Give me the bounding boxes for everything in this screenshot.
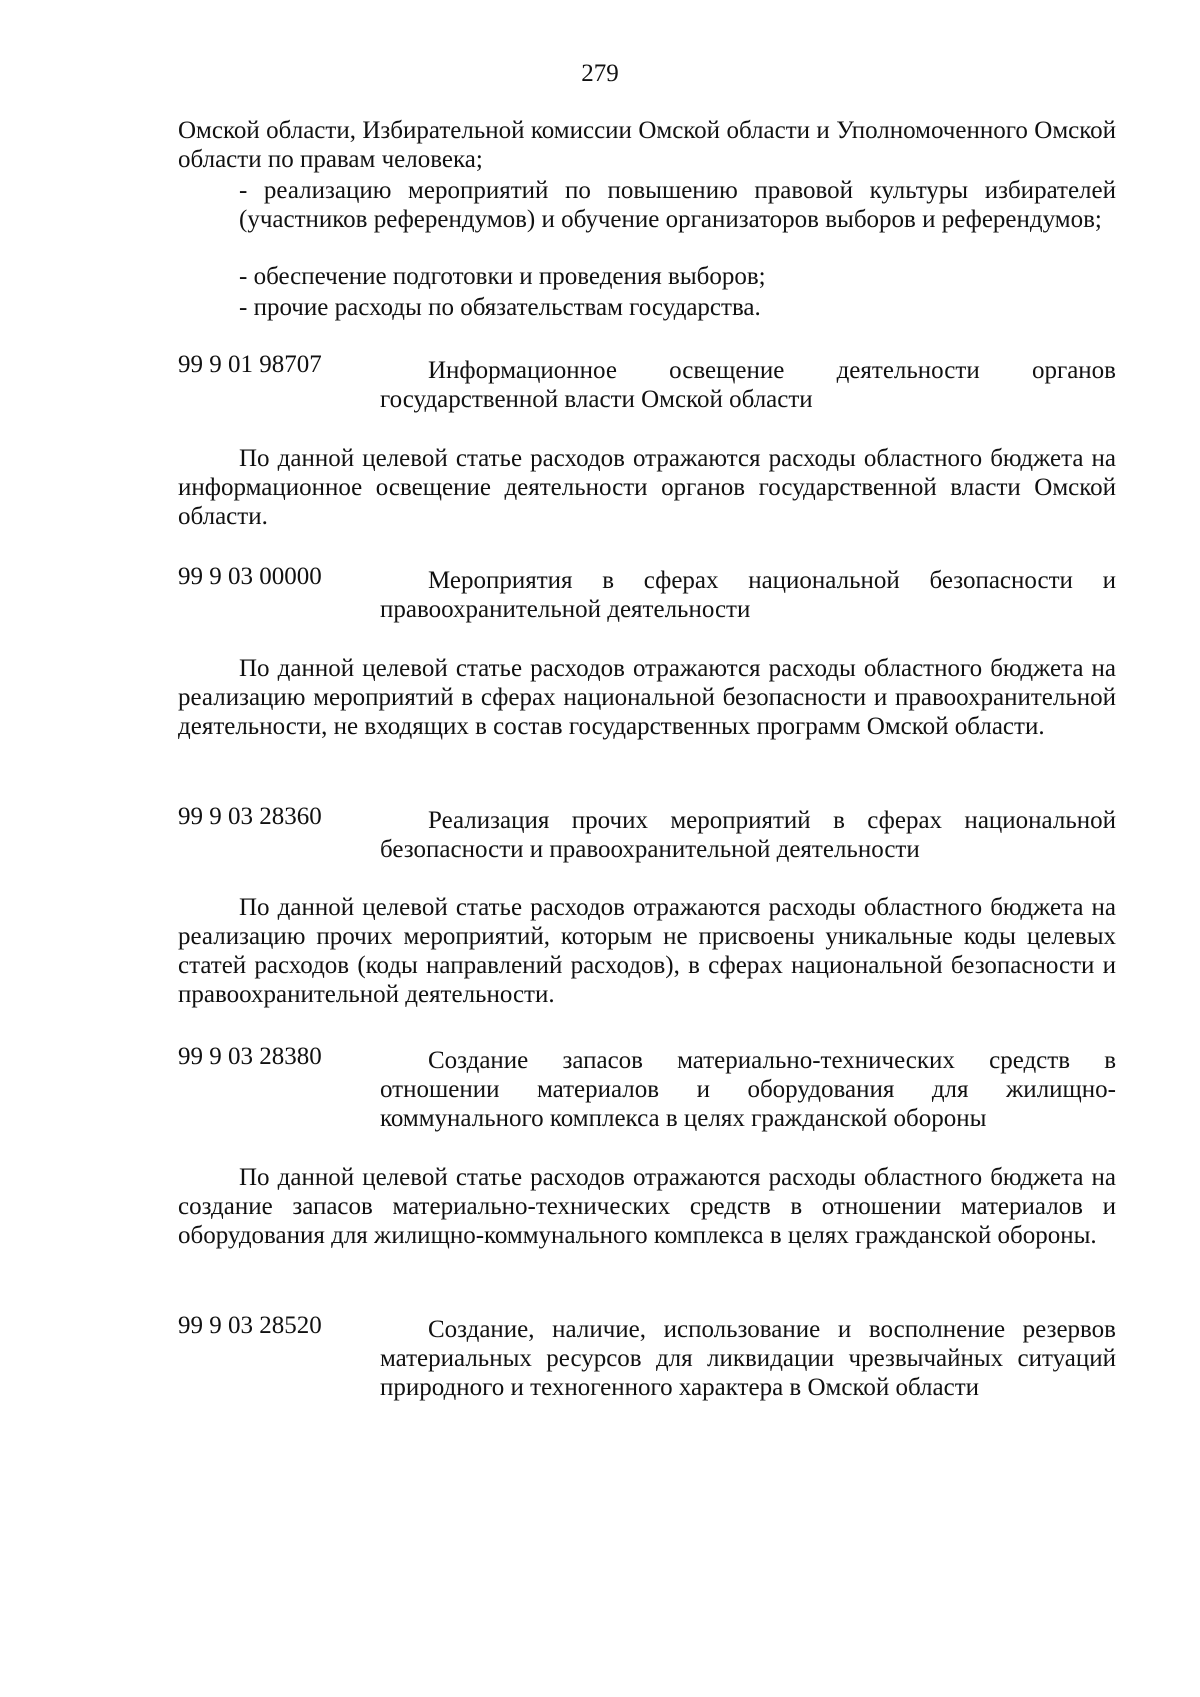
section-code: 99 9 03 00000 <box>178 563 322 590</box>
section-title: Мероприятия в сферах национальной безопасности и правоохранительной деятельности <box>380 567 1116 623</box>
section-text: По данной целевой статье расходов отражаются расходы областного бюджета на реализацию прочих мероприятий, которым не присвоены уникальные коды целевых статей расходов (коды направлений расходов), в сферах национальной безопасности и правоохранительной деятельности. <box>178 894 1116 1008</box>
section-code: 99 9 01 98707 <box>178 351 322 378</box>
intro-continuation: Омской области, Избирательной комиссии Омской области и Уполномоченного Омской области по правам человека; <box>178 117 1116 173</box>
section-code: 99 9 03 28380 <box>178 1043 322 1070</box>
page-number: 279 <box>581 60 619 87</box>
section-title: Реализация прочих мероприятий в сферах национальной безопасности и правоохранительной деятельности <box>380 807 1116 863</box>
section-code: 99 9 03 28360 <box>178 803 322 830</box>
section-text: По данной целевой статье расходов отражаются расходы областного бюджета на создание запасов материально-технических средств в отношении материалов и оборудования для жилищно-коммунального комплекса в целях гражданской обороны. <box>178 1164 1116 1249</box>
section-title: Информационное освещение деятельности органов государственной власти Омской области <box>380 357 1116 413</box>
intro-item-3: - прочие расходы по обязательствам государства. <box>239 294 761 321</box>
section-text: По данной целевой статье расходов отражаются расходы областного бюджета на информационное освещение деятельности органов государственной власти Омской области. <box>178 445 1116 530</box>
section-title: Создание, наличие, использование и восполнение резервов материальных ресурсов для ликвидации чрезвычайных ситуаций природного и техногенного характера в Омской области <box>380 1316 1116 1401</box>
section-text: По данной целевой статье расходов отражаются расходы областного бюджета на реализацию мероприятий в сферах национальной безопасности и правоохранительной деятельности, не входящих в состав государственных программ Омской области. <box>178 655 1116 740</box>
intro-item-2: - обеспечение подготовки и проведения выборов; <box>239 263 766 290</box>
section-title: Создание запасов материально-технических средств в отношении материалов и оборудования для жилищно-коммунального комплекса в целях гражданской обороны <box>380 1047 1116 1132</box>
section-code: 99 9 03 28520 <box>178 1312 322 1339</box>
intro-item-1: - реализацию мероприятий по повышению правовой культуры избирателей (участников референдумов) и обучение организаторов выборов и референдумов; <box>239 177 1116 233</box>
